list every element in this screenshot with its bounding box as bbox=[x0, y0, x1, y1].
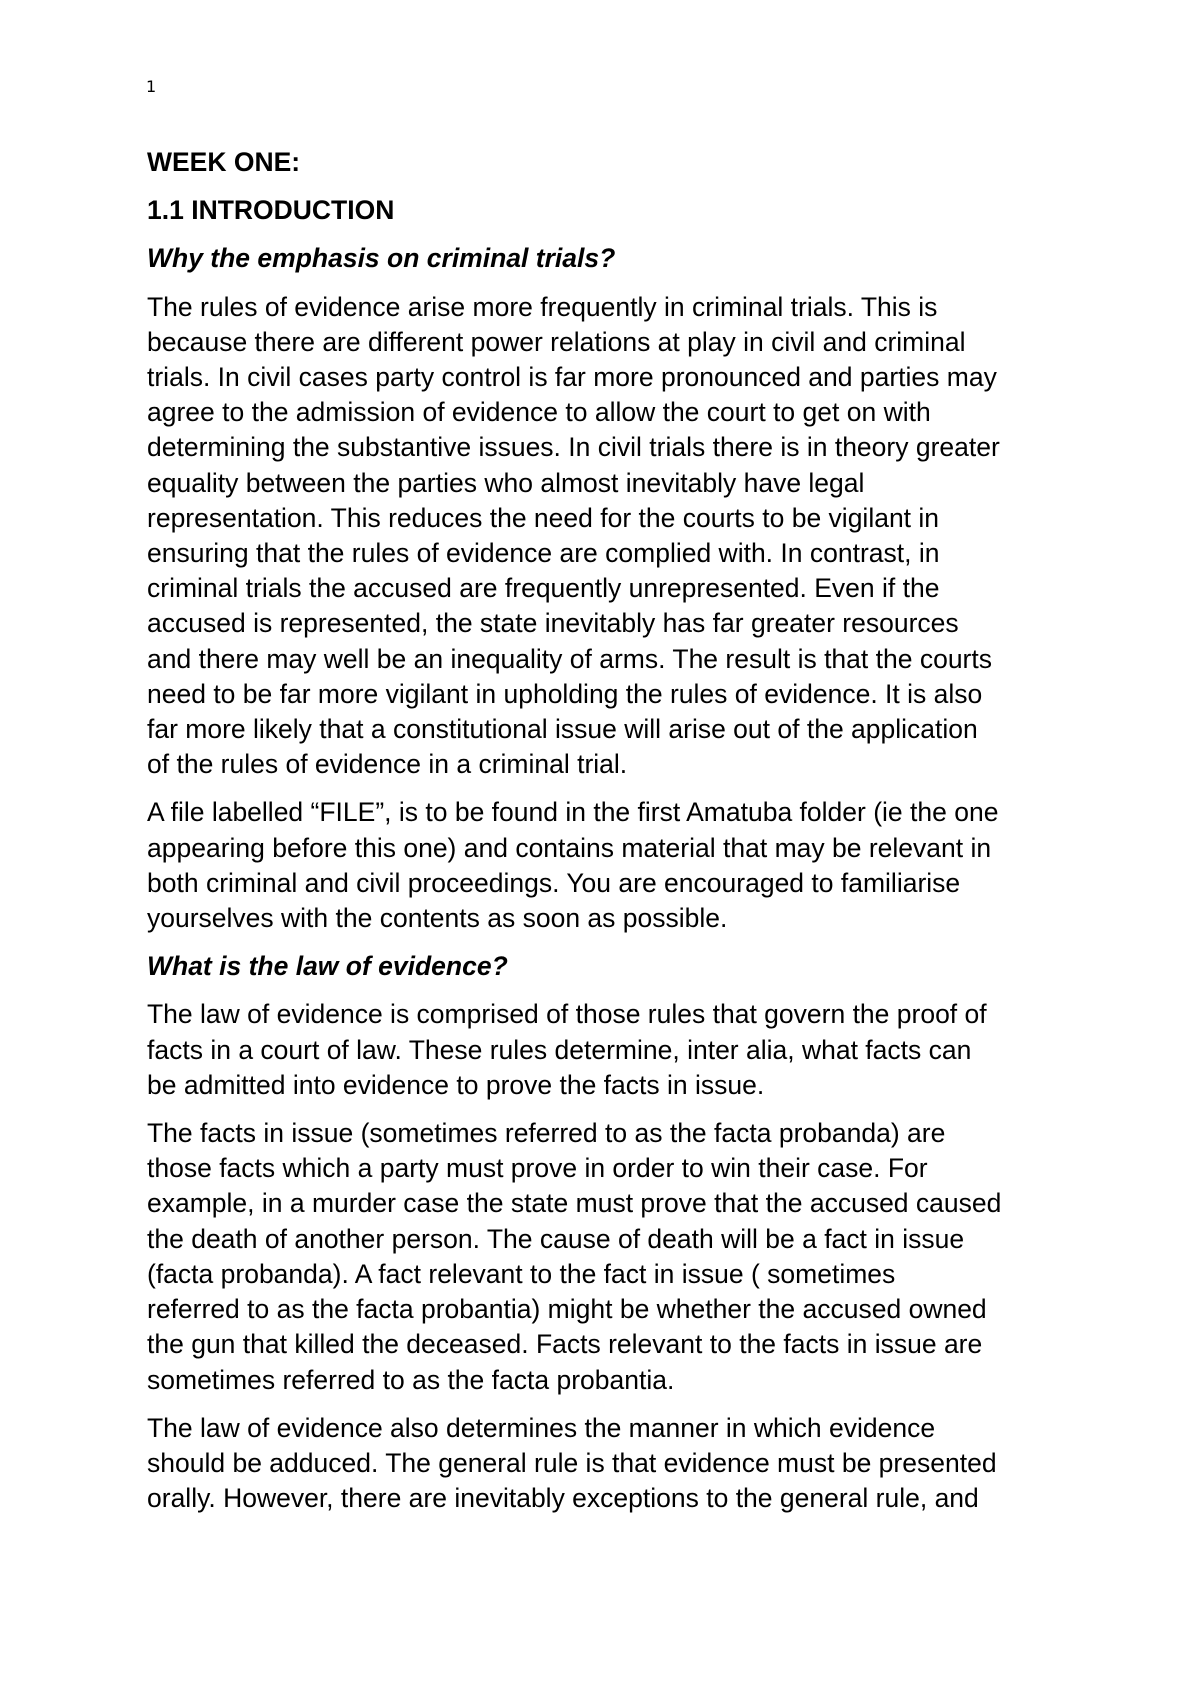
paragraph-line: determining the substantive issues. In civil trials there is in theory greater bbox=[147, 432, 1000, 463]
paragraph-line: referred to as the facta probantia) might be whether the accused owned bbox=[147, 1294, 987, 1325]
subheading-law-of-evidence: What is the law of evidence? bbox=[147, 951, 508, 982]
paragraph-line: of the rules of evidence in a criminal trial. bbox=[147, 749, 628, 780]
document-body bbox=[147, 145, 1077, 1529]
paragraph-line: be admitted into evidence to prove the facts in issue. bbox=[147, 1069, 765, 1100]
paragraph-line: agree to the admission of evidence to allow the court to get on with bbox=[147, 397, 931, 428]
paragraph-line: The rules of evidence arise more frequently in criminal trials. This is bbox=[147, 291, 938, 322]
paragraph-line: facts in a court of law. These rules determine, inter alia, what facts can bbox=[147, 1034, 972, 1065]
paragraph-line: appearing before this one) and contains material that may be relevant in bbox=[147, 832, 992, 863]
paragraph-line: criminal trials the accused are frequently unrepresented. Even if the bbox=[147, 573, 940, 604]
paragraph-line: trials. In civil cases party control is far more pronounced and parties may bbox=[147, 362, 997, 393]
paragraph-line: orally. However, there are inevitably exceptions to the general rule, and bbox=[147, 1483, 979, 1514]
week-heading: WEEK ONE: bbox=[147, 147, 301, 177]
paragraph-line: should be adduced. The general rule is that evidence must be presented bbox=[147, 1447, 997, 1478]
paragraph-line: because there are different power relations at play in civil and criminal bbox=[147, 326, 966, 357]
paragraph-line: The law of evidence is comprised of those rules that govern the proof of bbox=[147, 999, 987, 1030]
section-heading: 1.1 INTRODUCTION bbox=[147, 195, 395, 226]
paragraph-line: yourselves with the contents as soon as possible. bbox=[147, 903, 728, 934]
paragraph-line: far more likely that a constitutional issue will arise out of the application bbox=[147, 714, 978, 745]
paragraph-line: A file labelled “FILE”, is to be found in the first Amatuba folder (ie the one bbox=[147, 797, 999, 828]
paragraph-line: those facts which a party must prove in order to win their case. For bbox=[147, 1153, 928, 1184]
paragraph-line: the death of another person. The cause of death will be a fact in issue bbox=[147, 1223, 965, 1254]
paragraph-line: the gun that killed the deceased. Facts relevant to the facts in issue are bbox=[147, 1329, 983, 1360]
paragraph-line: ensuring that the rules of evidence are complied with. In contrast, in bbox=[147, 538, 940, 569]
paragraph-file-note bbox=[147, 795, 1077, 936]
paragraph-line: The law of evidence also determines the manner in which evidence bbox=[147, 1412, 936, 1443]
paragraph-criminal-trials bbox=[147, 290, 1077, 783]
paragraph-line: example, in a murder case the state must prove that the accused caused bbox=[147, 1188, 1002, 1219]
paragraph-law-definition bbox=[147, 997, 1077, 1103]
subheading-criminal-trials: Why the emphasis on criminal trials? bbox=[147, 243, 616, 274]
paragraph-line: (facta probanda). A fact relevant to the fact in issue ( sometimes bbox=[147, 1258, 896, 1289]
paragraph-line: The facts in issue (sometimes referred to as the facta probanda) are bbox=[147, 1118, 946, 1149]
paragraph-line: representation. This reduces the need for the courts to be vigilant in bbox=[147, 502, 940, 533]
page-number: 1 bbox=[146, 77, 157, 96]
paragraph-line: equality between the parties who almost inevitably have legal bbox=[147, 467, 865, 498]
paragraph-line: and there may well be an inequality of arms. The result is that the courts bbox=[147, 643, 992, 674]
paragraph-line: sometimes referred to as the facta probantia. bbox=[147, 1364, 675, 1395]
paragraph-facts-in-issue bbox=[147, 1116, 1077, 1398]
paragraph-line: need to be far more vigilant in upholding the rules of evidence. It is also bbox=[147, 678, 983, 709]
paragraph-manner-of-evidence bbox=[147, 1411, 1077, 1517]
paragraph-line: accused is represented, the state inevitably has far greater resources bbox=[147, 608, 959, 639]
paragraph-line: both criminal and civil proceedings. You are encouraged to familiarise bbox=[147, 867, 961, 898]
